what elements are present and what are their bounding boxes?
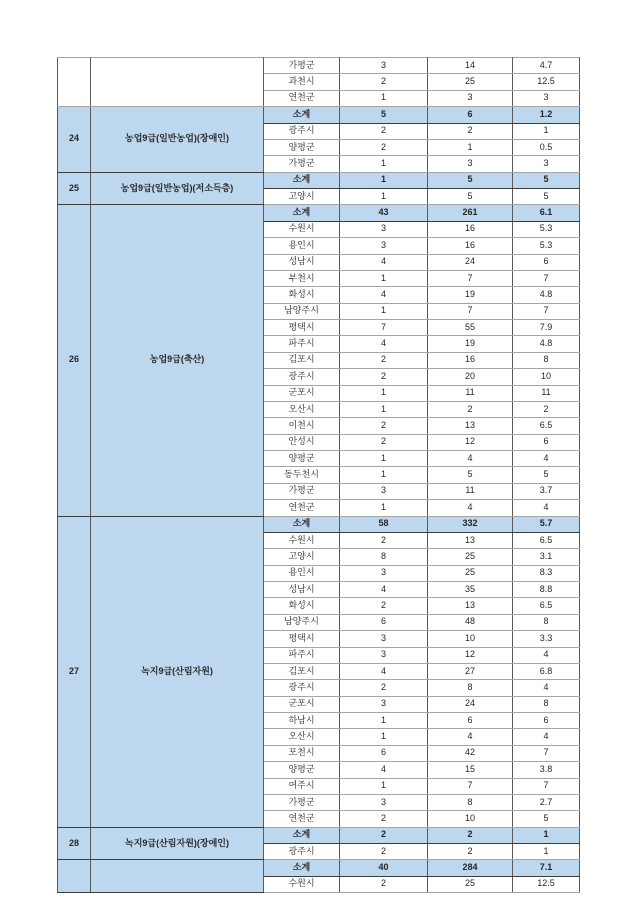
cell-competition-ratio: 8.8 [513,582,580,598]
cell-district: 용인시 [264,238,340,254]
cell-selected-count: 4 [340,287,428,303]
cell-district: 화성시 [264,287,340,303]
cell-district: 성남시 [264,582,340,598]
cell-applicant-count: 15 [428,762,513,778]
cell-applicant-count: 4 [428,729,513,745]
cell-applicant-count: 12 [428,434,513,450]
cell-applicant-count: 48 [428,614,513,630]
cell-selected-count: 43 [340,205,428,221]
cell-selected-count: 8 [340,549,428,565]
cell-district: 가평군 [264,794,340,810]
cell-selected-count: 2 [340,123,428,139]
cell-selected-count: 1 [340,270,428,286]
cell-selected-count: 4 [340,254,428,270]
subtotal-label-cell: 소계 [264,860,340,876]
group-category-cell [91,860,264,893]
cell-selected-count: 3 [340,647,428,663]
cell-competition-ratio: 6.5 [513,418,580,434]
cell-selected-count: 1 [340,90,428,106]
cell-district: 수원시 [264,221,340,237]
cell-district: 양평군 [264,451,340,467]
cell-district: 동두천시 [264,467,340,483]
cell-applicant-count: 42 [428,745,513,761]
cell-applicant-count: 261 [428,205,513,221]
cell-district: 김포시 [264,352,340,368]
cell-selected-count: 2 [340,598,428,614]
group-category-cell: 농업9급(일반농업)(저소득층) [91,172,264,205]
cell-district: 오산시 [264,401,340,417]
cell-district: 평택시 [264,631,340,647]
cell-selected-count: 3 [340,696,428,712]
cell-district: 광주시 [264,369,340,385]
cell-selected-count: 1 [340,778,428,794]
cell-applicant-count: 25 [428,565,513,581]
cell-district: 남양주시 [264,614,340,630]
group-number-cell: 27 [58,516,91,827]
group-category-cell [91,58,264,107]
cell-competition-ratio: 10 [513,369,580,385]
cell-district: 안성시 [264,434,340,450]
cell-selected-count: 2 [340,532,428,548]
cell-district: 남양주시 [264,303,340,319]
cell-competition-ratio: 5 [513,811,580,827]
cell-competition-ratio: 8 [513,352,580,368]
cell-competition-ratio: 7 [513,745,580,761]
cell-applicant-count: 19 [428,287,513,303]
cell-district: 이천시 [264,418,340,434]
table-row [58,58,580,74]
cell-applicant-count: 2 [428,123,513,139]
cell-selected-count: 3 [340,565,428,581]
cell-applicant-count: 35 [428,582,513,598]
cell-selected-count: 1 [340,713,428,729]
group-number-cell [58,58,91,107]
cell-competition-ratio: 1 [513,844,580,860]
cell-district: 광주시 [264,123,340,139]
cell-district: 가평군 [264,58,340,74]
cell-selected-count: 1 [340,451,428,467]
cell-competition-ratio: 3.7 [513,483,580,499]
cell-applicant-count: 10 [428,811,513,827]
cell-competition-ratio: 6.8 [513,663,580,679]
cell-competition-ratio: 6 [513,254,580,270]
cell-selected-count: 2 [340,74,428,90]
cell-district: 부천시 [264,270,340,286]
cell-applicant-count: 3 [428,156,513,172]
cell-district: 평택시 [264,320,340,336]
subtotal-label-cell: 소계 [264,827,340,843]
cell-applicant-count: 1 [428,139,513,155]
cell-applicant-count: 19 [428,336,513,352]
subtotal-row [58,172,580,188]
cell-district: 고양시 [264,549,340,565]
cell-selected-count: 6 [340,745,428,761]
cell-competition-ratio: 4 [513,451,580,467]
cell-selected-count: 1 [340,385,428,401]
cell-applicant-count: 7 [428,303,513,319]
cell-competition-ratio: 6.5 [513,598,580,614]
table-body [58,58,580,893]
group-number-cell: 28 [58,827,91,860]
cell-applicant-count: 6 [428,107,513,123]
cell-competition-ratio: 7.1 [513,860,580,876]
cell-district: 고양시 [264,189,340,205]
cell-district: 연천군 [264,500,340,516]
cell-applicant-count: 7 [428,270,513,286]
subtotal-label-cell: 소계 [264,516,340,532]
cell-competition-ratio: 4.8 [513,287,580,303]
cell-selected-count: 2 [340,827,428,843]
cell-selected-count: 1 [340,189,428,205]
cell-competition-ratio: 8 [513,696,580,712]
cell-selected-count: 1 [340,500,428,516]
cell-district: 오산시 [264,729,340,745]
cell-district: 성남시 [264,254,340,270]
cell-applicant-count: 24 [428,696,513,712]
cell-applicant-count: 24 [428,254,513,270]
cell-applicant-count: 25 [428,876,513,892]
subtotal-row [58,107,580,123]
cell-district: 연천군 [264,811,340,827]
cell-selected-count: 58 [340,516,428,532]
cell-applicant-count: 4 [428,500,513,516]
cell-selected-count: 3 [340,794,428,810]
cell-selected-count: 4 [340,663,428,679]
cell-competition-ratio: 5.3 [513,238,580,254]
cell-selected-count: 4 [340,762,428,778]
cell-competition-ratio: 0.5 [513,139,580,155]
cell-competition-ratio: 4 [513,729,580,745]
cell-selected-count: 1 [340,467,428,483]
cell-competition-ratio: 6.1 [513,205,580,221]
cell-selected-count: 2 [340,434,428,450]
cell-applicant-count: 16 [428,221,513,237]
group-category-cell: 녹지9급(산림자원) [91,516,264,827]
cell-selected-count: 7 [340,320,428,336]
cell-applicant-count: 5 [428,172,513,188]
cell-competition-ratio: 7 [513,778,580,794]
cell-applicant-count: 332 [428,516,513,532]
cell-district: 화성시 [264,598,340,614]
cell-competition-ratio: 5.7 [513,516,580,532]
cell-selected-count: 2 [340,844,428,860]
cell-competition-ratio: 3.8 [513,762,580,778]
cell-selected-count: 3 [340,221,428,237]
subtotal-label-cell: 소계 [264,205,340,221]
group-category-cell: 농업9급(축산) [91,205,264,516]
cell-district: 수원시 [264,876,340,892]
cell-applicant-count: 11 [428,385,513,401]
cell-competition-ratio: 4.8 [513,336,580,352]
group-number-cell: 25 [58,172,91,205]
cell-competition-ratio: 5 [513,467,580,483]
cell-selected-count: 2 [340,139,428,155]
cell-selected-count: 3 [340,58,428,74]
cell-competition-ratio: 12.5 [513,876,580,892]
subtotal-row [58,516,580,532]
cell-applicant-count: 20 [428,369,513,385]
cell-applicant-count: 25 [428,549,513,565]
cell-district: 하남시 [264,713,340,729]
cell-selected-count: 1 [340,401,428,417]
cell-competition-ratio: 4 [513,680,580,696]
cell-selected-count: 2 [340,811,428,827]
cell-competition-ratio: 8 [513,614,580,630]
cell-selected-count: 2 [340,352,428,368]
cell-competition-ratio: 4.7 [513,58,580,74]
cell-selected-count: 2 [340,369,428,385]
cell-competition-ratio: 4 [513,647,580,663]
group-category-cell: 녹지9급(산림자원)(장애인) [91,827,264,860]
cell-applicant-count: 4 [428,451,513,467]
cell-selected-count: 5 [340,107,428,123]
cell-competition-ratio: 3 [513,90,580,106]
cell-applicant-count: 2 [428,401,513,417]
cell-applicant-count: 14 [428,58,513,74]
cell-selected-count: 2 [340,680,428,696]
cell-competition-ratio: 5.3 [513,221,580,237]
cell-applicant-count: 13 [428,532,513,548]
cell-competition-ratio: 3.3 [513,631,580,647]
cell-competition-ratio: 7 [513,303,580,319]
cell-applicant-count: 16 [428,238,513,254]
subtotal-label-cell: 소계 [264,172,340,188]
subtotal-row [58,205,580,221]
cell-applicant-count: 8 [428,794,513,810]
cell-competition-ratio: 3 [513,156,580,172]
cell-competition-ratio: 1 [513,123,580,139]
cell-applicant-count: 27 [428,663,513,679]
cell-selected-count: 40 [340,860,428,876]
cell-applicant-count: 6 [428,713,513,729]
cell-district: 가평군 [264,156,340,172]
cell-applicant-count: 25 [428,74,513,90]
cell-district: 군포시 [264,696,340,712]
cell-applicant-count: 284 [428,860,513,876]
cell-selected-count: 3 [340,238,428,254]
cell-applicant-count: 8 [428,680,513,696]
cell-competition-ratio: 7 [513,270,580,286]
cell-selected-count: 2 [340,876,428,892]
cell-competition-ratio: 8.3 [513,565,580,581]
cell-district: 용인시 [264,565,340,581]
cell-district: 여주시 [264,778,340,794]
cell-competition-ratio: 7.9 [513,320,580,336]
cell-competition-ratio: 3.1 [513,549,580,565]
cell-district: 파주시 [264,336,340,352]
cell-competition-ratio: 1 [513,827,580,843]
cell-district: 가평군 [264,483,340,499]
cell-competition-ratio: 6 [513,434,580,450]
cell-applicant-count: 11 [428,483,513,499]
cell-applicant-count: 5 [428,467,513,483]
group-number-cell [58,860,91,893]
cell-competition-ratio: 6 [513,713,580,729]
cell-applicant-count: 13 [428,418,513,434]
cell-district: 연천군 [264,90,340,106]
cell-selected-count: 4 [340,336,428,352]
cell-competition-ratio: 1.2 [513,107,580,123]
cell-competition-ratio: 4 [513,500,580,516]
cell-competition-ratio: 5 [513,172,580,188]
cell-applicant-count: 13 [428,598,513,614]
cell-district: 양평군 [264,762,340,778]
cell-applicant-count: 5 [428,189,513,205]
cell-applicant-count: 10 [428,631,513,647]
cell-applicant-count: 7 [428,778,513,794]
cell-district: 군포시 [264,385,340,401]
cell-competition-ratio: 2 [513,401,580,417]
cell-district: 양평군 [264,139,340,155]
cell-competition-ratio: 12.5 [513,74,580,90]
group-category-cell: 농업9급(일반농업)(장애인) [91,107,264,173]
cell-selected-count: 2 [340,418,428,434]
cell-applicant-count: 12 [428,647,513,663]
subtotal-row [58,860,580,876]
cell-selected-count: 1 [340,156,428,172]
cell-district: 광주시 [264,844,340,860]
cell-selected-count: 4 [340,582,428,598]
cell-district: 포천시 [264,745,340,761]
cell-district: 김포시 [264,663,340,679]
cell-selected-count: 1 [340,303,428,319]
cell-selected-count: 3 [340,631,428,647]
cell-district: 광주시 [264,680,340,696]
cell-applicant-count: 16 [428,352,513,368]
group-number-cell: 26 [58,205,91,516]
cell-competition-ratio: 6.5 [513,532,580,548]
cell-competition-ratio: 11 [513,385,580,401]
cell-district: 파주시 [264,647,340,663]
cell-applicant-count: 2 [428,827,513,843]
cell-applicant-count: 3 [428,90,513,106]
cell-applicant-count: 2 [428,844,513,860]
cell-competition-ratio: 5 [513,189,580,205]
subtotal-row [58,827,580,843]
cell-selected-count: 1 [340,172,428,188]
cell-selected-count: 1 [340,729,428,745]
subtotal-label-cell: 소계 [264,107,340,123]
cell-applicant-count: 55 [428,320,513,336]
cell-selected-count: 6 [340,614,428,630]
cell-competition-ratio: 2.7 [513,794,580,810]
cell-selected-count: 3 [340,483,428,499]
cell-district: 수원시 [264,532,340,548]
data-table [57,57,580,893]
cell-district: 과천시 [264,74,340,90]
group-number-cell: 24 [58,107,91,173]
